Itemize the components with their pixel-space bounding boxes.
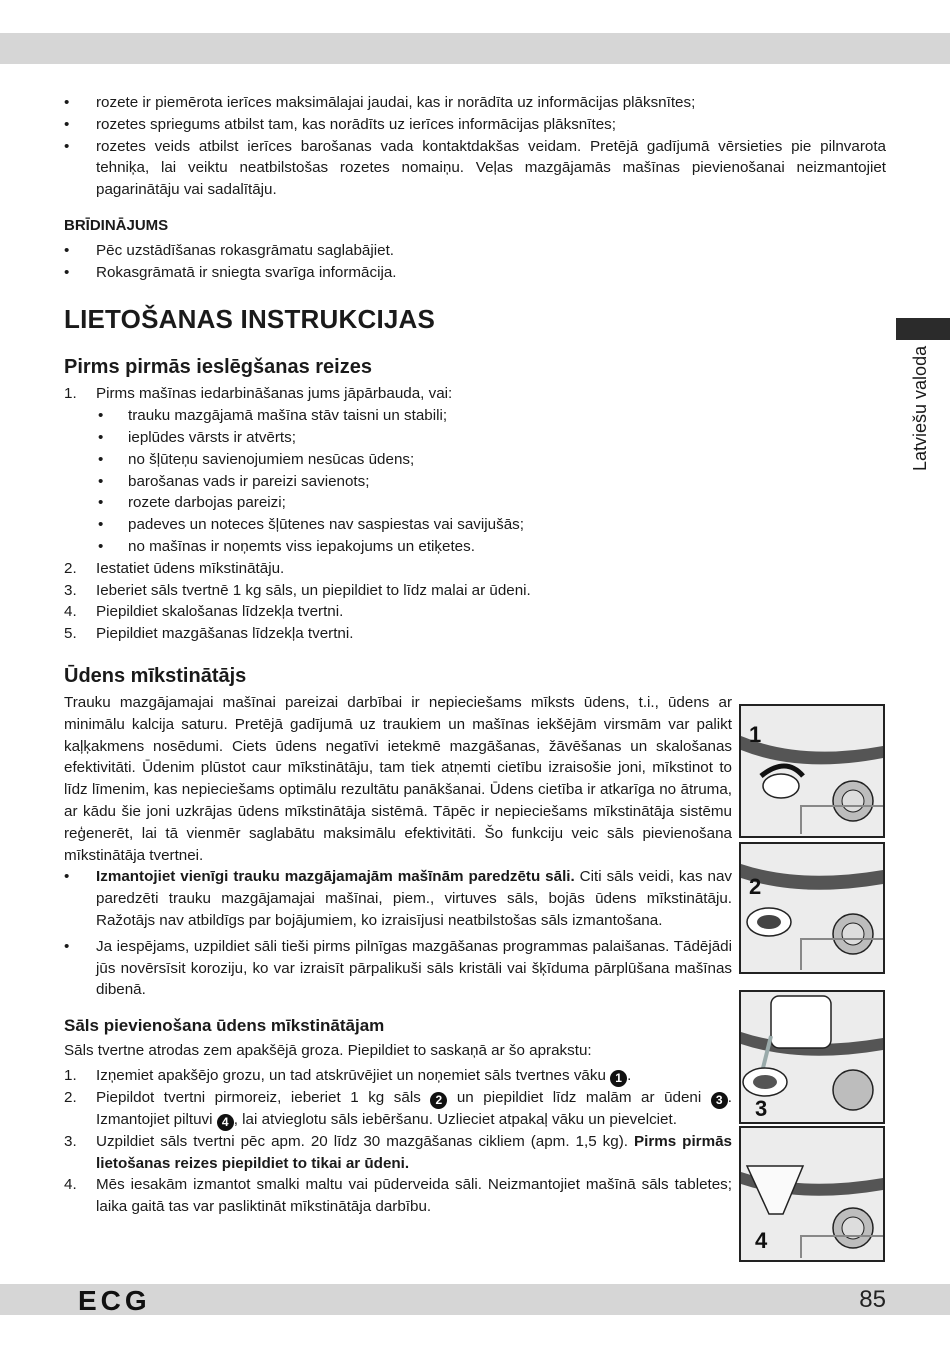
list-item: 2. Piepildot tvertni pirmoreiz, ieberiet 1 kg sāls 2 un piepildiet līdz malām ar ūdeni 3 . Izmantojiet piltuvi 4 , lai atvieglotu sāls iebēršanu. Uzlieciet atpakaļ vāku un pievelciet. — [64, 1088, 732, 1129]
subsection-title-salt: Sāls pievienošana ūdens mīkstinātājam — [64, 1016, 385, 1036]
header-bar — [0, 33, 950, 64]
checklist-item: • barošanas vads ir pareizi savienots; — [96, 471, 886, 493]
list-item: • Rokasgrāmatā ir sniegta svarīga informācija. — [64, 262, 886, 284]
subsection-title-before-first-use: Pirms pirmās ieslēgšanas reizes — [64, 356, 372, 379]
illustration-label: 4 — [755, 1228, 768, 1253]
checklist-item: • no mašīnas ir noņemts viss iepakojums un etiķetes. — [96, 536, 886, 558]
list-item: • rozetes veids atbilst ierīces barošanas vada kontaktdakšas veidam. Pretējā gadījumā vērsieties pie pilnvarota tehniķa, lai veiktu neatbilstošas rozetes nomaiņu. Veļas mazgājamās mašīnas pievienošanai neizmantojiet pagarinātāju vai sadalītāju. — [64, 136, 886, 201]
illustration-step-4 — [739, 1126, 885, 1262]
list-item: 4. Piepildiet skalošanas līdzekļa tvertni. — [64, 603, 344, 621]
section-title: LIETOŠANAS INSTRUKCIJAS — [64, 304, 436, 335]
intro-bullet-list — [64, 92, 886, 201]
list-item: 5. Piepildiet mazgāšanas līdzekļa tvertni. — [64, 625, 354, 643]
checklist-item: • no šļūteņu savienojumiem nesūcas ūdens; — [96, 449, 886, 471]
list-item: 4. Mēs iesakām izmantot smalki maltu vai pūderveida sāli. Neizmantojiet mašīnā sāls tabletes; laika gaitā tas var pasliktināt mīkstinātāja darbību. — [64, 1176, 732, 1216]
softener-bullets — [64, 866, 732, 1001]
list-item: 1. Pirms mašīnas iedarbināšanas jums jāpārbauda, vai: • trauku mazgājamā mašīna stāv taisni un stabili; • ieplūdes vārsts ir atvērts; • no šļūteņu savienojumiem nesūcas ūdens; • barošanas vads ir pareizi savienots; • rozete darbojas pareizi; • padeves un noteces šļūtenes nav saspiestas vai savijušās; • no mašīnas ir noņemts viss iepakojums un etiķetes. — [64, 383, 886, 557]
checklist-item: • rozete darbojas pareizi; — [96, 492, 886, 514]
language-tab-marker — [896, 318, 950, 340]
softener-block — [64, 692, 732, 1218]
list-item: • Izmantojiet vienīgi trauku mazgājamajām mašīnām paredzētu sāli. Citi sāls veidi, kas nav paredzēti trauku mazgājamajai mašīnai, piem., virtuves sāls, bojās ūdens mīkstinātāju. Ražotājs nav atbildīgs par bojājumiem, ko izraisījusi neatbilstošas sāls izmantošana. — [64, 866, 732, 931]
list-item: 3. Ieberiet sāls tvertnē 1 kg sāls, un piepildiet to līdz malai ar ūdeni. — [64, 581, 531, 599]
illustration-step-1 — [739, 704, 885, 838]
salt-steps — [64, 1065, 732, 1218]
checklist-item: • padeves un noteces šļūtenes nav saspiestas vai savijušās; — [96, 514, 886, 536]
list-item: 1. Izņemiet apakšējo grozu, un tad atskrūvējiet un noņemiet sāls tvertnes vāku 1 . — [64, 1066, 632, 1085]
page-number: 85 — [859, 1286, 886, 1313]
illustration-label: 2 — [749, 874, 762, 899]
step-ref-badge: 2 — [430, 1092, 447, 1109]
warning-list — [64, 240, 886, 284]
step-ref-badge: 4 — [217, 1114, 234, 1131]
list-item: • Pēc uzstādīšanas rokasgrāmatu saglabājiet. — [64, 240, 886, 262]
subsection-title-softener: Ūdens mīkstinātājs — [64, 664, 247, 687]
illustration-step-2 — [739, 842, 885, 974]
warning-title: BRĪDINĀJUMS — [64, 216, 169, 234]
list-item: 3. Uzpildiet sāls tvertni pēc apm. 20 līdz 30 mazgāšanas cikliem (apm. 1,5 kg). Pirms pirmās lietošanas reizes piepildiet to tikai ar ūdeni. — [64, 1132, 732, 1172]
checklist-item: • ieplūdes vārsts ir atvērts; — [96, 427, 886, 449]
list-item: • Ja iespējams, uzpildiet sāli tieši pirms pilnīgas mazgāšanas programmas palaišanas. Tādējādi jūs novērsīsit koroziju, ko var izraisīt pārpalikuši sāls kristāli vai šķīduma pārplūšana mašīnas dibenā. — [64, 936, 732, 1001]
language-tab-label: Latviešu valoda — [910, 345, 930, 471]
illustration-label: 3 — [755, 1096, 768, 1121]
list-item: • rozetes spriegums atbilst tam, kas norādīts uz ierīces informācijas plāksnītes; — [64, 114, 886, 136]
illustration-label: 1 — [749, 722, 762, 747]
first-use-steps — [64, 383, 886, 645]
illustration-step-3 — [739, 990, 885, 1124]
softener-paragraph: Trauku mazgājamajai mašīnai pareizai darbībai ir nepieciešams mīksts ūdens, t.i., ūdens ar minimālu kalcija saturu. Pretējā gadījumā uz traukiem un mašīnas iekšējām virsmām var palikt kaļķakmens nosēdumi. Ciets ūdens negatīvi ietekmē mazgāšanas, žāvēšanas un skalošanas efektivitāti. Ūdenim plūstot caur mīkstinātāju, tam tiek atņemti cietību izraisošie joni, mīkstinot to līdz līmenim, kas nepieciešams optimālu rezultātu panākšanai. Ūdens cietība ir atkarīga no ātruma, ar kādu šie joni uzkrājas ūdens mīkstinātāja sistēmā. Tāpēc ir nepieciešams mīkstinātāja sistēmu reģenerēt, lai tā vienmēr saglabātu maksimālu efektivitāti. Šo funkciju veic sāls pievienošana mīkstinātāja tvertnei. — [64, 693, 732, 864]
ecg-logo — [78, 1288, 174, 1312]
salt-intro: Sāls tvertne atrodas zem apakšējā groza. Piepildiet to saskaņā ar šo aprakstu: — [64, 1042, 592, 1060]
checklist — [96, 405, 886, 558]
svg-text:ECG: ECG — [78, 1288, 151, 1312]
step-ref-badge: 3 — [711, 1092, 728, 1109]
checklist-item: • trauku mazgājamā mašīna stāv taisni un stabili; — [96, 405, 886, 427]
step-ref-badge: 1 — [610, 1070, 627, 1087]
list-item: • rozete ir piemērota ierīces maksimālajai jaudai, kas ir norādīta uz informācijas plāksnītes; — [64, 92, 886, 114]
list-item: 2. Iestatiet ūdens mīkstinātāju. — [64, 559, 285, 577]
